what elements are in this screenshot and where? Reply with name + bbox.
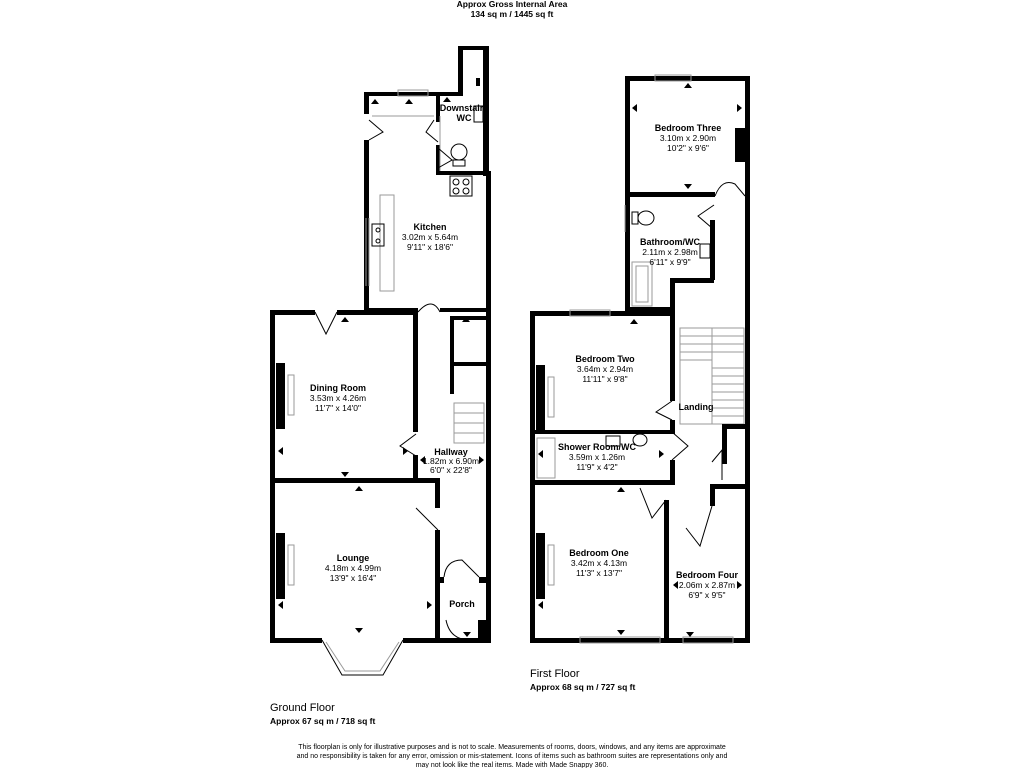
disclaimer-line-1: This floorplan is only for illustrative purposes and is not to scale. Measurements of rooms, doors, windows, and any items are approximate [298, 744, 726, 751]
bedroom-three-metric: 3.10m x 2.90m [659, 133, 717, 143]
landing-name: Landing [678, 402, 714, 412]
downstairs-wc-name-1: Downstairs [439, 103, 489, 113]
kitchen-walls [364, 90, 491, 312]
disclaimer-line-2: and no responsibility is taken for any error, omission or mis-statement. Icons of items such as bathroom suites are representations only and [296, 753, 728, 760]
kitchen-imperial: 9'11" x 18'6" [407, 242, 453, 252]
hallway-walls [450, 308, 491, 642]
ground-floor-plan [270, 46, 491, 675]
header-area: 134 sq m / 1445 sq ft [470, 9, 554, 19]
lounge-imperial: 13'9" x 16'4" [329, 573, 377, 583]
disclaimer-line-3: may not look like the real items. Made with Made Snappy 360. [415, 762, 609, 768]
ground-floor-area: Approx 67 sq m / 718 sq ft [270, 716, 376, 726]
first-floor-area: Approx 68 sq m / 727 sq ft [530, 682, 636, 692]
dining-room-name: Dining Room [310, 383, 366, 393]
lounge-metric: 4.18m x 4.99m [324, 563, 382, 573]
hallway-name: Hallway [434, 447, 468, 457]
kitchen-metric: 3.02m x 5.64m [401, 232, 459, 242]
bedroom-one-name: Bedroom One [569, 548, 629, 558]
first-floor-label: First Floor [530, 668, 580, 680]
bedroom-four-imperial: 6'9" x 9'5" [688, 590, 726, 600]
lounge-name: Lounge [336, 553, 370, 563]
ground-floor-label: Ground Floor [270, 702, 335, 714]
first-floor-plan [530, 75, 750, 643]
bathroom-name: Bathroom/WC [640, 237, 700, 247]
bedroom-three-name: Bedroom Three [654, 123, 722, 133]
bedroom-four-metric: 2.06m x 2.87m [678, 580, 736, 590]
shower-room-name: Shower Room/WC [558, 442, 636, 452]
dining-room-imperial: 11'7" x 14'0" [315, 403, 361, 413]
header-title: Approx Gross Internal Area [456, 0, 568, 9]
bedroom-four-name: Bedroom Four [676, 570, 738, 580]
bedroom-two-metric: 3.64m x 2.94m [576, 364, 634, 374]
bedroom-two-imperial: 11'11" x 9'8" [582, 374, 628, 384]
bedroom-one-imperial: 11'3" x 13'7" [576, 568, 622, 578]
bathroom-metric: 2.11m x 2.98m [642, 247, 698, 257]
porch-name: Porch [449, 599, 475, 609]
porch-walls [435, 577, 491, 643]
dining-room-metric: 3.53m x 4.26m [309, 393, 367, 403]
bedroom-one-metric: 3.42m x 4.13m [570, 558, 628, 568]
shower-room-imperial: 11'9" x 4'2" [576, 462, 618, 472]
hallway-imperial: 6'0" x 22'8" [430, 465, 472, 475]
shower-room-metric: 3.59m x 1.26m [568, 452, 626, 462]
bedroom-two-name: Bedroom Two [575, 354, 635, 364]
hallway-metric: 1.82m x 6.90m [422, 456, 480, 466]
downstairs-wc-name-2: WC [456, 113, 472, 123]
bathroom-imperial: 6'11" x 9'9" [649, 257, 691, 267]
kitchen-name: Kitchen [413, 222, 447, 232]
bedroom-three-imperial: 10'2" x 9'6" [667, 143, 709, 153]
bedroom-one-four-walls [530, 424, 750, 643]
